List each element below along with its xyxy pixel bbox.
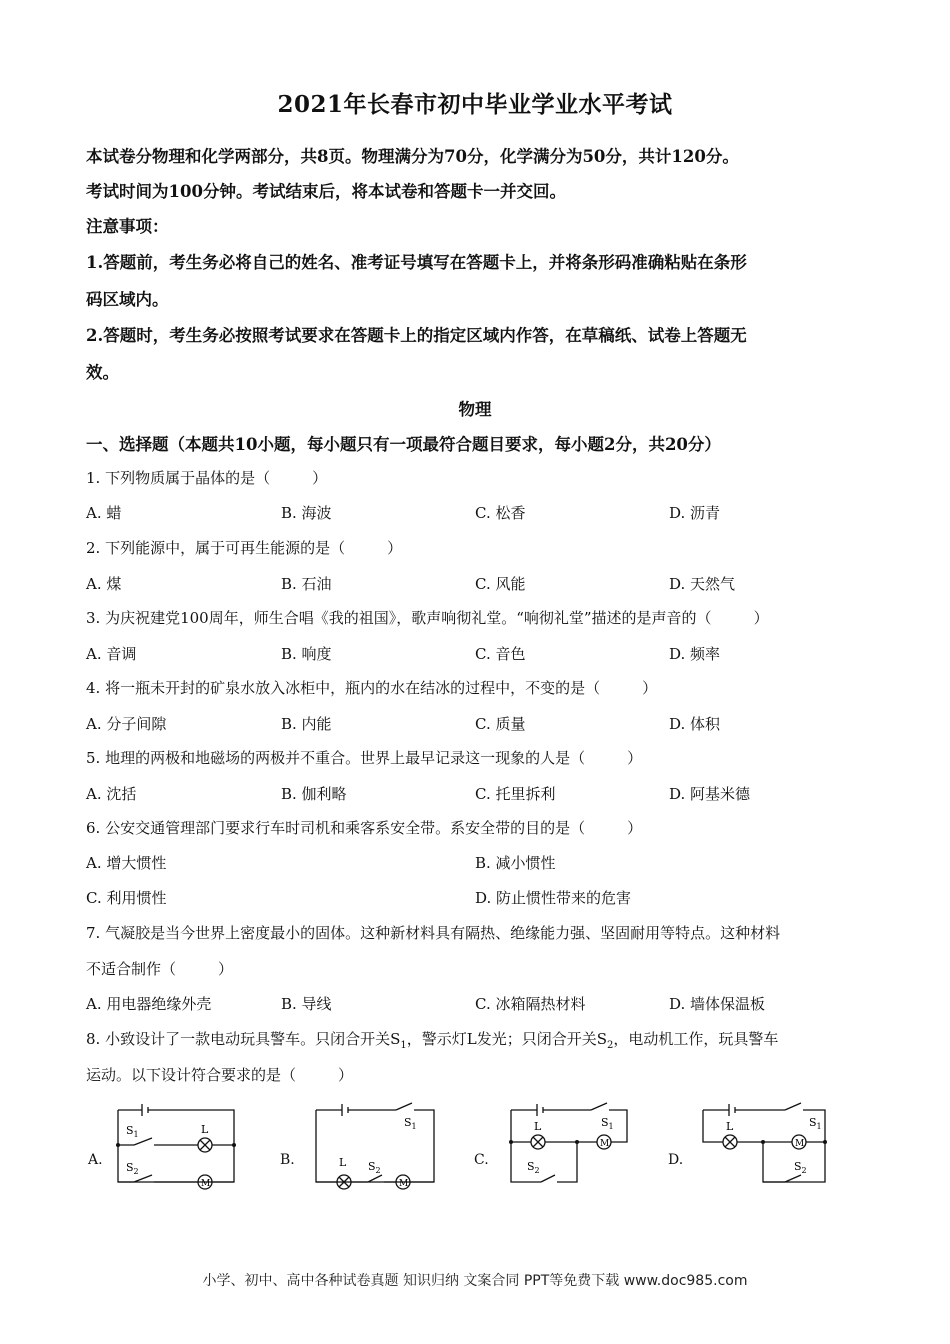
page-footer[interactable]: 小学、初中、高中各种试卷真题 知识归纳 文案合同 PPT等免费下载 www.doc985.com	[202, 1273, 748, 1289]
question-1-stem: 1. 下列物质属于晶体的是（ ）	[86, 469, 328, 487]
switch-s2-label: $S_2$	[527, 1160, 540, 1175]
note-1-line-2: 码区域内。	[86, 290, 169, 309]
question-3-stem: 3. 为庆祝建党100周年，师生合唱《我的祖国》，歌声响彻礼堂。“响彻礼堂”描述的是声音的（ ）	[86, 609, 769, 627]
motor-label: M	[600, 1139, 610, 1149]
question-4-option-c: C. 质量	[475, 715, 526, 733]
note-1-line-1: 1.答题前，考生务必将自己的姓名、准考证号填写在答题卡上，并将条形码准确粘贴在条形	[86, 253, 747, 272]
section-heading: 一、选择题（本题共10小题，每小题只有一项最符合题目要求，每小题2分，共20分）	[86, 435, 721, 454]
question-1-option-b: B. 海波	[281, 504, 332, 522]
question-7-stem-continued: 不适合制作（ ）	[86, 960, 234, 978]
question-4-option-b: B. 内能	[281, 715, 332, 733]
question-1-option-c: C. 松香	[475, 504, 526, 522]
question-3-option-a: A. 音调	[86, 645, 137, 663]
question-5-option-d: D. 阿基米德	[669, 785, 751, 803]
switch-s1-label: $S_1$	[809, 1116, 822, 1131]
question-5-stem: 5. 地理的两极和地磁场的两极并不重合。世界上最早记录这一现象的人是（ ）	[86, 749, 643, 767]
question-2-option-a: A. 煤	[86, 575, 122, 593]
motor-label: M	[795, 1139, 805, 1149]
question-6-option-a: A. 增大惯性	[86, 854, 167, 872]
note-2-line-1: 2.答题时，考生务必按照考试要求在答题卡上的指定区域内作答，在草稿纸、试卷上答题无	[86, 326, 747, 345]
question-8-option-b: B.	[280, 1152, 295, 1168]
question-8-option-c: C.	[474, 1152, 489, 1168]
question-7-option-b: B. 导线	[281, 995, 332, 1013]
intro-line-2: 考试时间为100分钟。考试结束后，将本试卷和答题卡一并交回。	[86, 182, 566, 201]
switch-s1-label: $S_1$	[601, 1116, 614, 1131]
lamp-label: L	[339, 1156, 347, 1169]
question-6-option-c: C. 利用惯性	[86, 889, 167, 907]
circuit-diagram-d	[697, 1100, 837, 1192]
question-7-option-d: D. 墙体保温板	[669, 995, 766, 1013]
switch-s1-label: $S_1$	[126, 1124, 139, 1139]
switch-s2-label: $S_2$	[126, 1161, 139, 1176]
circuit-diagram-a	[112, 1100, 242, 1192]
question-4-stem: 4. 将一瓶未开封的矿泉水放入冰柜中，瓶内的水在结冰的过程中，不变的是（ ）	[86, 679, 658, 697]
question-3-option-c: C. 音色	[475, 645, 526, 663]
notice-heading: 注意事项：	[86, 217, 169, 236]
lamp-label: L	[201, 1123, 209, 1136]
circuit-diagram-c	[505, 1100, 640, 1192]
question-6-option-b: B. 减小惯性	[475, 854, 556, 872]
motor-label: M	[201, 1179, 211, 1189]
question-7-option-a: A. 用电器绝缘外壳	[86, 995, 212, 1013]
question-1-option-a: A. 蜡	[86, 504, 122, 522]
question-8-option-a: A.	[88, 1152, 103, 1168]
question-8-option-d: D.	[668, 1152, 684, 1168]
question-5-option-a: A. 沈括	[86, 785, 137, 803]
question-6-stem: 6. 公安交通管理部门要求行车时司机和乘客系安全带。系安全带的目的是（ ）	[86, 819, 643, 837]
question-5-option-b: B. 伽利略	[281, 785, 347, 803]
question-3-option-d: D. 频率	[669, 645, 721, 663]
question-4-option-d: D. 体积	[669, 715, 721, 733]
question-8-stem: 8. 小致设计了一款电动玩具警车。只闭合开关$S_1$，警示灯L发光；只闭合开关$S_2$，电动机工作，玩具警车	[86, 1030, 779, 1051]
lamp-label: L	[726, 1120, 734, 1133]
question-4-option-a: A. 分子间隙	[86, 715, 167, 733]
question-2-option-c: C. 风能	[475, 575, 526, 593]
switch-s2-label: $S_2$	[794, 1160, 807, 1175]
question-1-option-d: D. 沥青	[669, 504, 721, 522]
motor-label: M	[399, 1179, 409, 1189]
question-2-stem: 2. 下列能源中，属于可再生能源的是（ ）	[86, 539, 403, 557]
switch-s1-label: $S_1$	[404, 1116, 417, 1131]
question-7-option-c: C. 冰箱隔热材料	[475, 995, 586, 1013]
note-2-line-2: 效。	[86, 363, 119, 382]
question-2-option-d: D. 天然气	[669, 575, 736, 593]
page-title: 2021年长春市初中毕业学业水平考试	[277, 91, 673, 118]
question-2-option-b: B. 石油	[281, 575, 332, 593]
question-6-option-d: D. 防止惯性带来的危害	[475, 889, 632, 907]
question-8-stem-continued: 运动。以下设计符合要求的是（ ）	[86, 1066, 354, 1084]
lamp-label: L	[534, 1120, 542, 1133]
intro-line-1: 本试卷分物理和化学两部分，共8页。物理满分为70分，化学满分为50分，共计120分。	[86, 147, 739, 166]
switch-s2-label: $S_2$	[368, 1160, 381, 1175]
circuit-diagram-b	[310, 1100, 445, 1192]
question-7-stem: 7. 气凝胶是当今世界上密度最小的固体。这种新材料具有隔热、绝缘能力强、坚固耐用等特点。这种材料	[86, 924, 781, 942]
question-5-option-c: C. 托里拆利	[475, 785, 556, 803]
subject-heading: 物理	[458, 400, 492, 419]
question-3-option-b: B. 响度	[281, 645, 332, 663]
